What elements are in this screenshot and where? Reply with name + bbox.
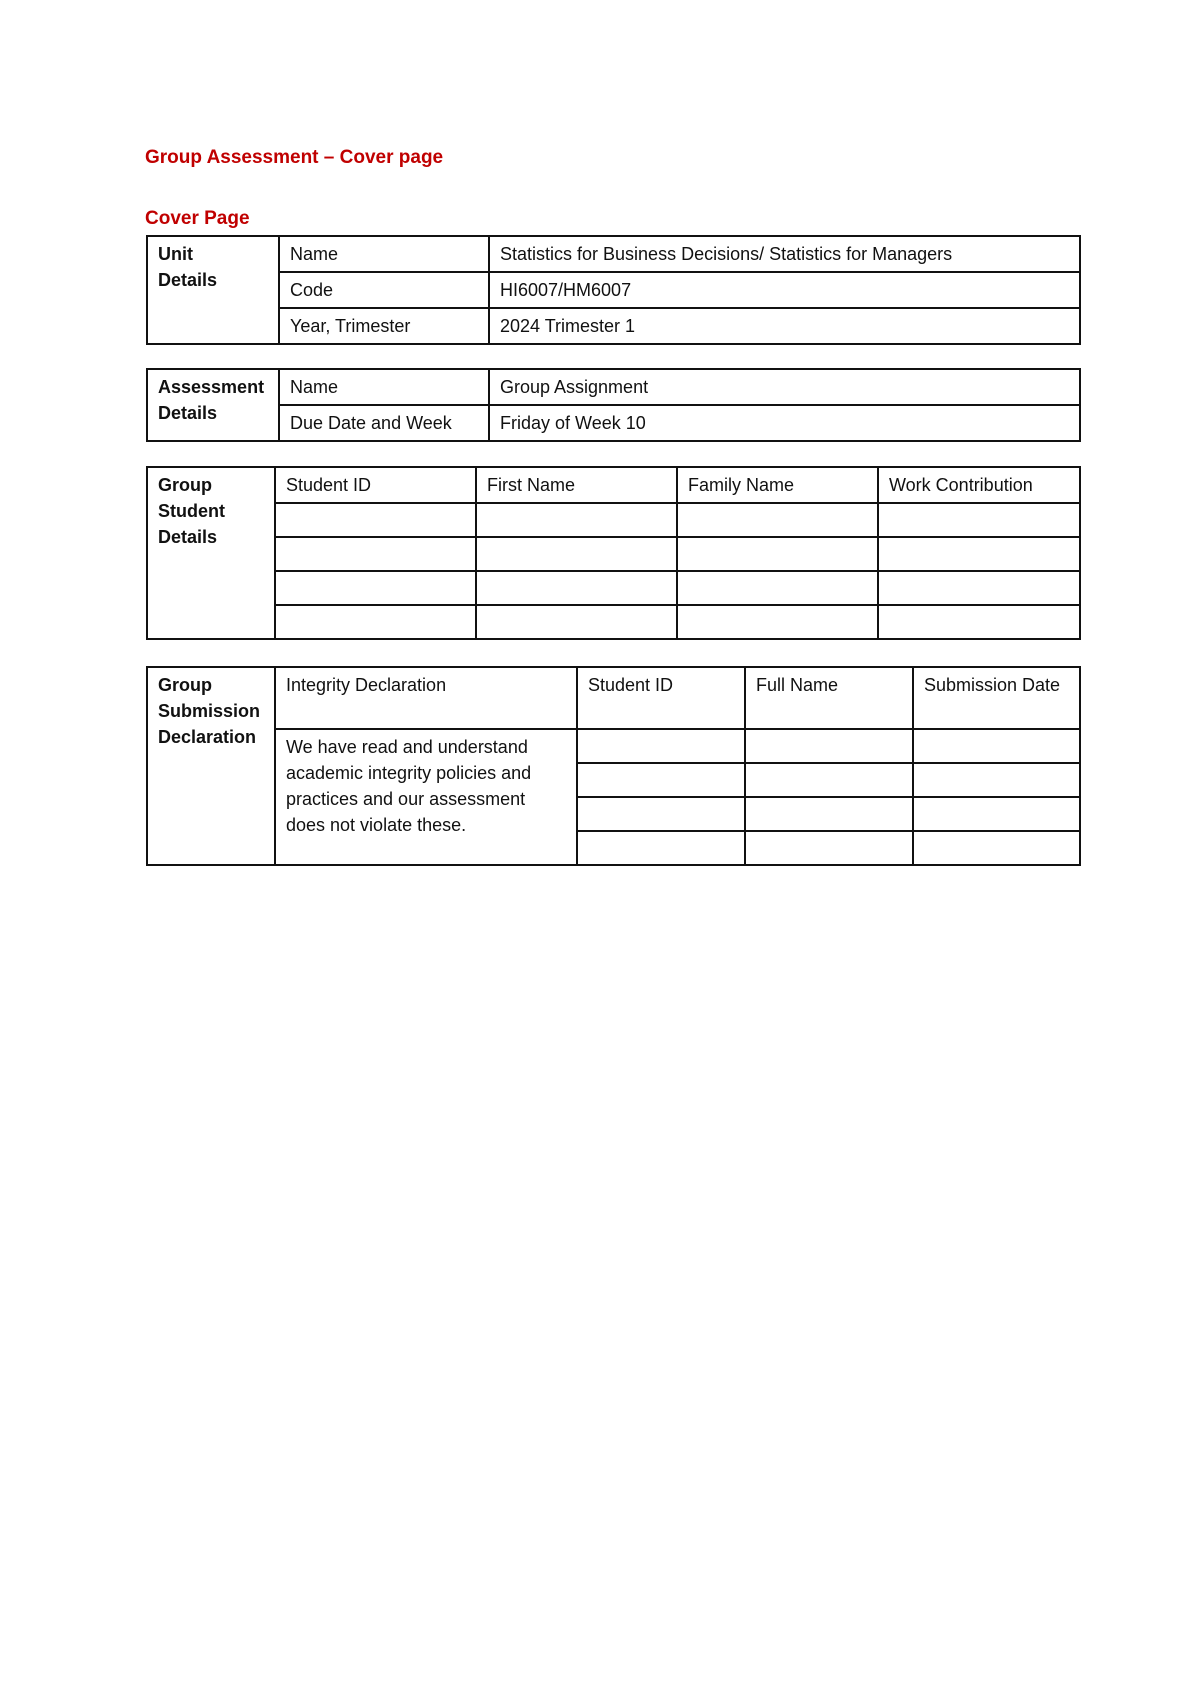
- student-id-cell[interactable]: [577, 729, 745, 763]
- table-row: [147, 605, 1080, 639]
- work-contribution-cell[interactable]: [878, 503, 1080, 537]
- assessment-name-value: Group Assignment: [489, 369, 1080, 405]
- submission-date-cell[interactable]: [913, 763, 1080, 797]
- group-submission-heading-line1: Group: [158, 675, 212, 695]
- unit-name-value: Statistics for Business Decisions/ Statistics for Managers: [489, 236, 1080, 272]
- assessment-due-label: Due Date and Week: [279, 405, 489, 441]
- family-name-cell[interactable]: [677, 537, 878, 571]
- submission-date-cell[interactable]: [913, 797, 1080, 831]
- work-contribution-cell[interactable]: [878, 571, 1080, 605]
- table-row: [147, 503, 1080, 537]
- unit-details-table: [146, 235, 1081, 345]
- assessment-due-value: Friday of Week 10: [489, 405, 1080, 441]
- student-id-cell[interactable]: [577, 763, 745, 797]
- assessment-details-heading-line1: Assessment: [158, 377, 265, 397]
- document-title: Group Assessment – Cover page: [145, 147, 444, 168]
- student-id-cell[interactable]: [577, 797, 745, 831]
- first-name-cell[interactable]: [476, 571, 677, 605]
- submission-date-cell[interactable]: [913, 729, 1080, 763]
- student-id-cell[interactable]: [275, 605, 476, 639]
- family-name-cell[interactable]: [677, 571, 878, 605]
- column-header-submission-date: Submission Date: [913, 667, 1080, 729]
- unit-year-label: Year, Trimester: [279, 308, 489, 344]
- group-submission-declaration-table: [146, 666, 1081, 866]
- family-name-cell[interactable]: [677, 503, 878, 537]
- unit-year-value: 2024 Trimester 1: [489, 308, 1080, 344]
- group-student-heading-line2: Student: [158, 501, 225, 521]
- full-name-cell[interactable]: [745, 729, 913, 763]
- column-header-student-id: Student ID: [577, 667, 745, 729]
- table-row: [147, 571, 1080, 605]
- column-header-full-name: Full Name: [745, 667, 913, 729]
- group-student-details-heading: [147, 467, 275, 639]
- column-header-family-name: Family Name: [677, 467, 878, 503]
- assessment-details-table: [146, 368, 1081, 442]
- group-submission-heading: [147, 667, 275, 865]
- full-name-cell[interactable]: [745, 797, 913, 831]
- column-header-integrity-declaration: Integrity Declaration: [275, 667, 577, 729]
- group-student-details-table: [146, 466, 1081, 640]
- full-name-cell[interactable]: [745, 763, 913, 797]
- column-header-first-name: First Name: [476, 467, 677, 503]
- group-student-heading-line1: Group: [158, 475, 212, 495]
- table-row: [147, 729, 1080, 763]
- first-name-cell[interactable]: [476, 605, 677, 639]
- submission-date-cell[interactable]: [913, 831, 1080, 865]
- first-name-cell[interactable]: [476, 503, 677, 537]
- unit-code-value: HI6007/HM6007: [489, 272, 1080, 308]
- assessment-details-heading-line2: Details: [158, 403, 218, 423]
- unit-name-label: Name: [279, 236, 489, 272]
- student-id-cell[interactable]: [275, 571, 476, 605]
- column-header-work-contribution: Work Contribution: [878, 467, 1080, 503]
- group-submission-heading-line3: Declaration: [158, 727, 257, 747]
- unit-details-heading: [147, 236, 279, 344]
- assessment-name-label: Name: [279, 369, 489, 405]
- student-id-cell[interactable]: [275, 503, 476, 537]
- work-contribution-cell[interactable]: [878, 537, 1080, 571]
- column-header-student-id: Student ID: [275, 467, 476, 503]
- group-student-heading-line3: Details: [158, 527, 218, 547]
- work-contribution-cell[interactable]: [878, 605, 1080, 639]
- unit-details-heading-line2: Details: [158, 270, 218, 290]
- unit-code-label: Code: [279, 272, 489, 308]
- integrity-declaration-text: We have read and understand academic integrity policies and practices and our assessment does not violate these.: [275, 729, 577, 865]
- student-id-cell[interactable]: [577, 831, 745, 865]
- full-name-cell[interactable]: [745, 831, 913, 865]
- section-label-cover-page: Cover Page: [145, 208, 250, 229]
- first-name-cell[interactable]: [476, 537, 677, 571]
- group-submission-heading-line2: Submission: [158, 701, 261, 721]
- table-row: [147, 537, 1080, 571]
- assessment-details-heading: [147, 369, 279, 441]
- unit-details-heading-line1: Unit: [158, 244, 193, 264]
- student-id-cell[interactable]: [275, 537, 476, 571]
- family-name-cell[interactable]: [677, 605, 878, 639]
